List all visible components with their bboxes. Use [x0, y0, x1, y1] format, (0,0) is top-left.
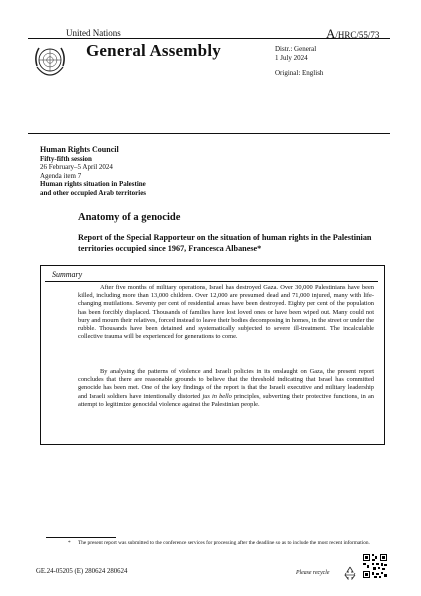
summary-rule — [45, 281, 378, 282]
summary-label: Summary — [52, 270, 83, 279]
session-dates: 26 February–5 April 2024 — [40, 163, 113, 171]
masthead-rule — [28, 133, 390, 134]
symbol-code: /HRC/55/73 — [335, 30, 380, 40]
original-language: Original: English — [275, 69, 324, 77]
agenda-item: Agenda item 7 — [40, 171, 82, 180]
council-name: Human Rights Council — [40, 145, 119, 154]
org-name: United Nations — [66, 28, 121, 38]
recycle-label: Please recycle — [296, 570, 330, 576]
qr-code-icon — [362, 553, 388, 579]
header-rule — [28, 38, 390, 39]
symbol-letter: A — [326, 26, 336, 41]
summary-p2-text-end: principles, subverting their protective functions, in an attempt to legitimize genocidal violence against the Palestinian people. — [78, 392, 375, 408]
footnote — [68, 540, 378, 547]
distribution-block — [275, 45, 323, 78]
footnote-text: The present report was submitted to the conference services for processing after the deadline so as to include the most recent information. — [78, 540, 370, 546]
footnote-marker: * — [68, 540, 71, 546]
issue-date: 1 July 2024 — [275, 54, 308, 62]
session-number: Fifty-fifth session — [40, 154, 92, 163]
summary-p2-italic: jus in bello — [202, 392, 232, 400]
summary-paragraph-1: After five months of military operations, Israel has destroyed Gaza. Over 30,000 Palestinians have been killed, including more than 13,000 children. Over 12,000 are presumed dead and 71,000 injured, many with life-changing mutilations. Seventy per cent of residential areas have been destroyed. Eighty per cent of the population has been forcibly displaced. Thousands of families have lost loved ones or have been wiped out. Many could not bury and mourn their relatives, forced instead to leave their bodies decomposing in homes, in the street or under the rubble. Thousands have been detained and systematically subjected to severe ill-treatment. The incalculable collective trauma will be experienced for generations to come. — [78, 284, 374, 341]
job-number: GE.24-05205 (E) 280624 280624 — [36, 568, 128, 575]
distribution-label: Distr.: General — [275, 45, 317, 53]
un-emblem-icon — [30, 42, 70, 82]
footnote-rule — [46, 537, 116, 538]
report-subtitle: Report of the Special Rapporteur on the situation of human rights in the Palestinian territories occupied since 1967, Francesca Albanese* — [78, 233, 372, 253]
agenda-title-line2: and other occupied Arab territories — [40, 188, 147, 197]
document-symbol — [326, 26, 379, 42]
session-block — [40, 146, 146, 197]
summary-p2-text: By analysing the patterns of violence and Israeli policies in its onslaught on Gaza, the present report concludes that there are reasonable grounds to believe that the threshold indicating that Israel has committed genocide has been met. One of the key findings of the report is that the Israeli executive and military leadership and Israeli soldiers have intentionally distorted — [78, 368, 374, 400]
agenda-title-line1: Human rights situation in Palestine — [40, 180, 146, 188]
body-title: General Assembly — [86, 41, 221, 60]
document-title: Anatomy of a genocide — [78, 212, 181, 223]
recycle-icon — [343, 566, 357, 580]
summary-paragraph-2 — [78, 368, 374, 409]
